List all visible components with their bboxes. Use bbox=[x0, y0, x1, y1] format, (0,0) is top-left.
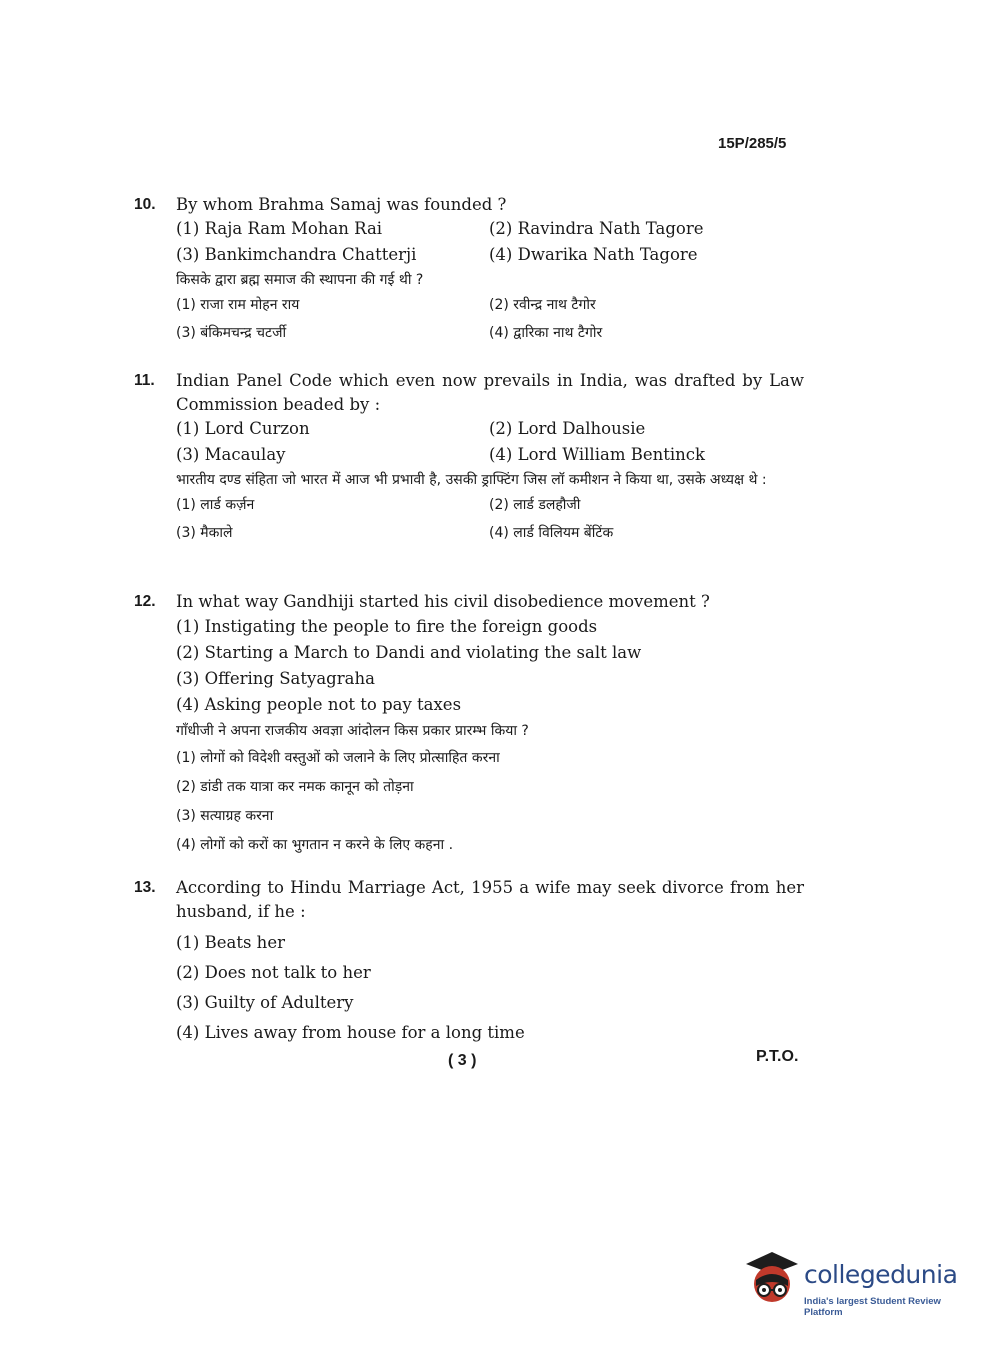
question-text: By whom Brahma Samaj was founded ? bbox=[176, 195, 507, 214]
option: (4) द्वारिका नाथ टैगोर bbox=[489, 325, 603, 341]
option: (1) लार्ड कर्ज़न bbox=[176, 497, 255, 513]
option: (4) Lord William Bentinck bbox=[489, 445, 705, 464]
option: (2) रवीन्द्र नाथ टैगोर bbox=[489, 297, 596, 313]
option: (4) लार्ड विलियम बेंटिंक bbox=[489, 525, 614, 541]
option: (2) डांडी तक यात्रा कर नमक कानून को तोड़ना bbox=[176, 779, 414, 795]
option: (2) Does not talk to her bbox=[176, 963, 371, 982]
logo-name: collegedunia bbox=[804, 1260, 958, 1289]
options-hindi bbox=[176, 293, 804, 345]
option: (2) Starting a March to Dandi and violating the salt law bbox=[176, 643, 642, 662]
option: (1) लोगों को विदेशी वस्तुओं को जलाने के लिए प्रोत्साहित करना bbox=[176, 750, 500, 766]
option: (1) Instigating the people to fire the foreign goods bbox=[176, 617, 598, 636]
option: (1) Beats her bbox=[176, 933, 285, 952]
option: (2) Lord Dalhousie bbox=[489, 419, 646, 438]
option: (4) Dwarika Nath Tagore bbox=[489, 245, 698, 264]
question-number: 12. bbox=[134, 593, 156, 610]
paper-code: 15P/285/5 bbox=[718, 135, 787, 152]
option: (4) लोगों को करों का भुगतान न करने के लिए कहना . bbox=[176, 837, 454, 853]
option: (2) लार्ड डलहौजी bbox=[489, 497, 581, 513]
question-12 bbox=[134, 590, 804, 860]
options bbox=[176, 928, 804, 1048]
question-text: In what way Gandhiji started his civil disobedience movement ? bbox=[176, 592, 710, 611]
option: (3) Offering Satyagraha bbox=[176, 669, 375, 688]
pto-label: P.T.O. bbox=[756, 1048, 799, 1065]
options-hindi bbox=[176, 493, 804, 545]
option: (3) मैकाले bbox=[176, 525, 233, 541]
option: (3) बंकिमचन्द्र चटर्जी bbox=[176, 325, 287, 341]
option: (3) Guilty of Adultery bbox=[176, 993, 354, 1012]
mascot-icon bbox=[742, 1250, 802, 1314]
question-13 bbox=[134, 876, 804, 1048]
option: (3) Macaulay bbox=[176, 445, 286, 464]
option: (3) सत्याग्रह करना bbox=[176, 808, 274, 824]
option: (1) Raja Ram Mohan Rai bbox=[176, 219, 383, 238]
question-number: 10. bbox=[134, 196, 156, 213]
question-11 bbox=[134, 369, 804, 545]
question-text: According to Hindu Marriage Act, 1955 a wife may seek divorce from her husband, if he : bbox=[176, 878, 804, 921]
question-text-hindi: गाँधीजी ने अपना राजकीय अवज्ञा आंदोलन किस प्रकार प्रारम्भ किया ? bbox=[176, 723, 529, 739]
option: (1) Lord Curzon bbox=[176, 419, 310, 438]
option: (2) Ravindra Nath Tagore bbox=[489, 219, 704, 238]
option: (4) Asking people not to pay taxes bbox=[176, 695, 462, 714]
page-number: ( 3 ) bbox=[448, 1052, 477, 1069]
options bbox=[176, 217, 804, 267]
question-number: 11. bbox=[134, 372, 155, 389]
question-text-hindi: किसके द्वारा ब्रह्म समाज की स्थापना की गई थी ? bbox=[176, 272, 424, 288]
options-hindi bbox=[176, 744, 804, 860]
options bbox=[176, 614, 804, 718]
collegedunia-logo bbox=[742, 1250, 972, 1318]
question-10 bbox=[134, 193, 804, 345]
question-text: Indian Panel Code which even now prevails in India, was drafted by Law Commission beaded by : bbox=[176, 371, 804, 414]
option: (3) Bankimchandra Chatterji bbox=[176, 245, 417, 264]
option: (4) Lives away from house for a long time bbox=[176, 1023, 525, 1042]
logo-tagline: India's largest Student Review Platform bbox=[804, 1296, 941, 1318]
question-text-hindi: भारतीय दण्ड संहिता जो भारत में आज भी प्रभावी है, उसकी ड्राफ्टिंग जिस लॉ कमीशन ने किया था, उसके अध्यक्ष थे : bbox=[176, 472, 767, 488]
options bbox=[176, 417, 804, 467]
option: (1) राजा राम मोहन राय bbox=[176, 297, 300, 313]
question-number: 13. bbox=[134, 879, 156, 896]
